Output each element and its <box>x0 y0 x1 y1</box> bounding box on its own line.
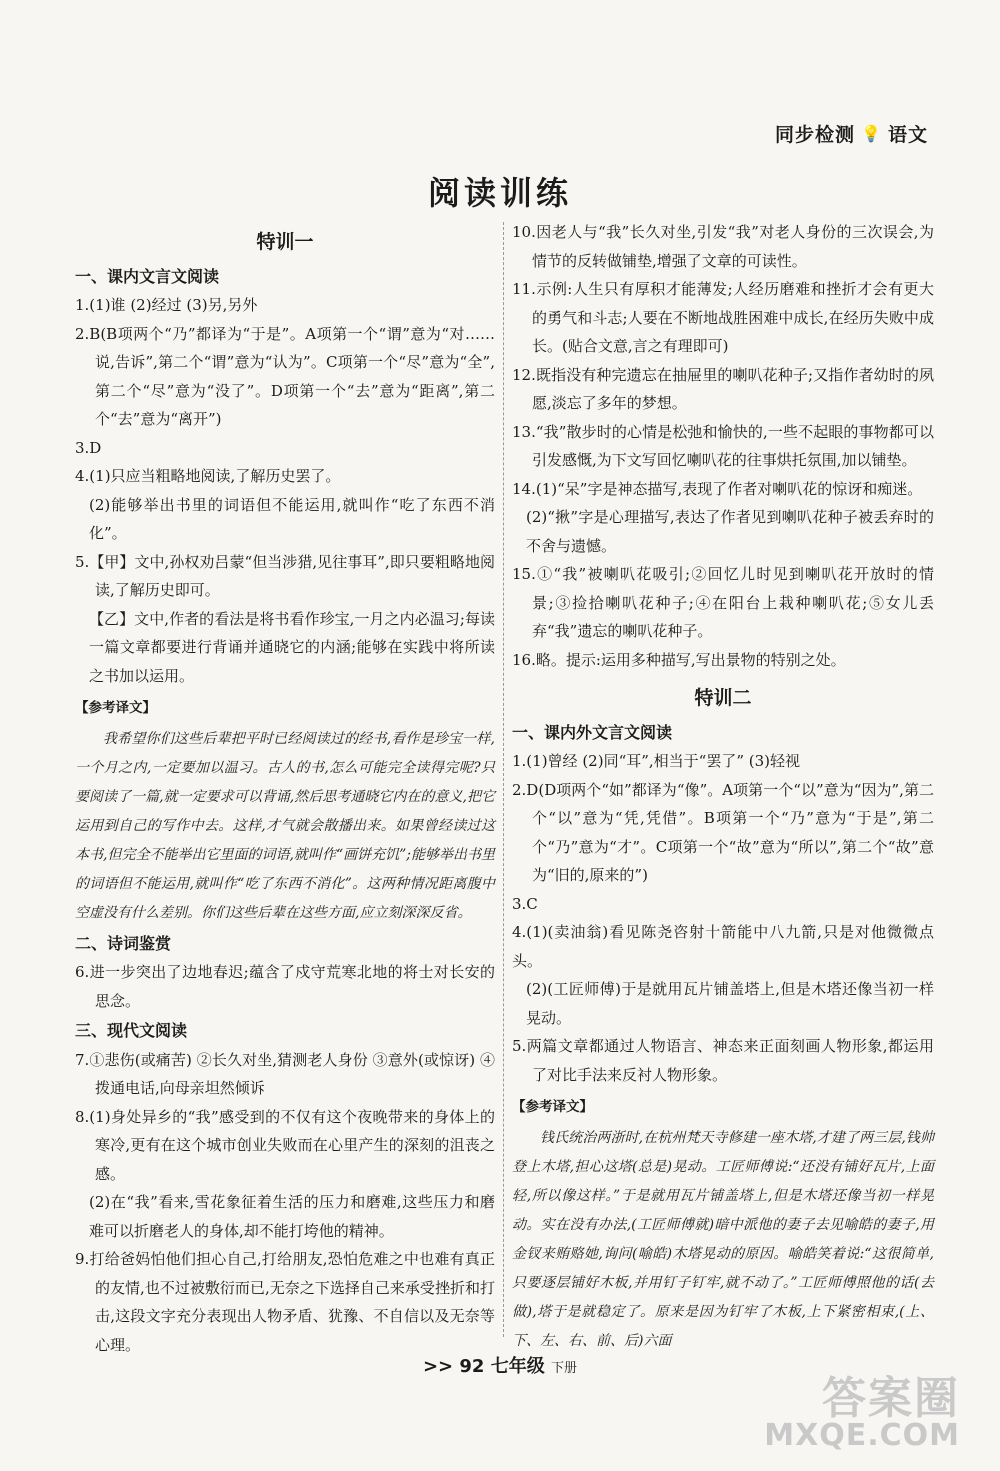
lightbulb-icon: 💡 <box>861 124 882 143</box>
footer-arrows-icon: >> <box>422 1356 454 1377</box>
answer-item: 1.(1)谁 (2)经过 (3)另,另外 <box>75 296 258 314</box>
answer-item: 13.“我”散步时的心情是松弛和愉快的,一些不起眼的事物都可以引发感慨,为下文写回忆喇叭花的往事烘托氛围,加以铺垫。 <box>512 422 934 469</box>
grade-label: 七年级 <box>490 1356 545 1377</box>
header-brand <box>775 120 928 147</box>
answer-item: 4.(1)(卖油翁)看见陈尧咨射十箭能中八九箭,只是对他微微点头。 <box>512 923 934 970</box>
answer-item: 8.(1)身处异乡的“我”感受到的不仅有这个夜晚带来的身体上的寒冷,更有在这个城市创业失败而在心里产生的深刻的沮丧之感。 <box>75 1107 495 1183</box>
answer-item: 3.D <box>75 438 102 457</box>
right-column <box>512 218 934 1349</box>
section-title-2: 特训二 <box>694 687 752 709</box>
reference-translation-label: 【参考译文】 <box>75 700 156 716</box>
subject-text: 语文 <box>887 124 928 146</box>
part-heading: 一、课内外文言文阅读 <box>512 722 673 742</box>
reference-translation: 钱氏统治两浙时,在杭州梵天寺修建一座木塔,才建了两三层,钱帅登上木塔,担心这塔(总是)晃动。工匠师傅说:“还没有铺好瓦片,上面轻,所以像这样。”于是就用瓦片铺盖塔上,但是木塔还像当初一样晃动。实在没有办法,(工匠师傅就)暗中派他的妻子去见喻皓的妻子,用金钗来贿赂她,询问(喻皓)木塔晃动的原因。喻皓笑着说:“这很简单,只要逐层铺好木板,并用钉子钉牢,就不动了。”工匠师傅照他的话(去做),塔于是就稳定了。原来是因为钉牢了木板,上下紧密相束,(上、下、左、右、前、后)六面 <box>512 1129 934 1349</box>
answer-item: 6.进一步突出了边地春迟;蕴含了戍守荒寒北地的将士对长安的思念。 <box>75 963 495 1010</box>
left-column <box>75 218 495 1354</box>
page-title: 阅读训练 <box>427 174 572 212</box>
answer-item: 9.打给爸妈怕他们担心自己,打给朋友,恐怕危难之中也难有真正的友情,也不过被敷衍而已,无奈之下选择自己来承受挫折和打击,这段文字充分表现出人物矛盾、犹豫、不自信以及无奈等心理。 <box>75 1250 495 1354</box>
answer-item: 5.两篇文章都通过人物语言、神态来正面刻画人物形象,都运用了对比手法来反衬人物形象。 <box>512 1037 934 1084</box>
page-number: 92 <box>459 1356 485 1377</box>
answer-item: 15.①“我”被喇叭花吸引;②回忆儿时见到喇叭花开放时的情景;③捡拾喇叭花种子;④在阳台上栽种喇叭花;⑤女儿丢弃“我”遗忘的喇叭花种子。 <box>512 565 934 640</box>
brand-text: 同步检测 <box>775 124 856 146</box>
answer-item: 5.【甲】文中,孙权劝吕蒙“但当涉猎,见往事耳”,即只要粗略地阅读,了解历史即可。 <box>75 552 495 599</box>
column-divider <box>503 222 504 1337</box>
section-title-1: 特训一 <box>256 231 314 253</box>
answer-item: (2)“揪”字是心理描写,表达了作者见到喇叭花种子被丢弃时的不舍与遗憾。 <box>526 508 934 555</box>
answer-item: 3.C <box>512 894 538 913</box>
part-heading: 一、课内文言文阅读 <box>75 266 220 286</box>
answer-item: 14.(1)“呆”字是神态描写,表现了作者对喇叭花的惊讶和痴迷。 <box>512 479 923 498</box>
answer-item: (2)(工匠师傅)于是就用瓦片铺盖塔上,但是木塔还像当初一样晃动。 <box>526 980 934 1027</box>
answer-item: 10.因老人与“我”长久对坐,引发“我”对老人身份的三次误会,为情节的反转做铺垫,增强了文章的可读性。 <box>512 223 934 270</box>
answer-item: (2)能够举出书里的词语但不能运用,就叫作“吃了东西不消化”。 <box>89 495 495 542</box>
reference-translation-label: 【参考译文】 <box>512 1099 593 1115</box>
answer-item: 2.B(B项两个“乃”都译为“于是”。A项第一个“谓”意为“对……说,告诉”,第二个“谓”意为“认为”。C项第一个“尽”意为“全”,第二个“尽”意为“没了”。D项第一个“去”意为“距离”,第二个“去”意为“离开”) <box>75 324 495 428</box>
answer-item: 7.①悲伤(或痛苦) ②长久对坐,猜测老人身份 ③意外(或惊讶) ④拨通电话,向母亲坦然倾诉 <box>75 1050 495 1097</box>
part-heading: 二、诗词鉴赏 <box>75 933 172 953</box>
answer-item: 2.D(D项两个“如”都译为“像”。A项第一个“以”意为“因为”,第二个“以”意为“凭,凭借”。B项第一个“乃”意为“于是”,第二个“乃”意为“才”。C项第一个“故”意为“所以”,第二个“故”意为“旧的,原来的”) <box>512 780 934 884</box>
watermark <box>764 1373 960 1453</box>
volume-label: 下册 <box>551 1361 578 1376</box>
answer-item: (2)在“我”看来,雪花象征着生活的压力和磨难,这些压力和磨难可以折磨老人的身体,却不能打垮他的精神。 <box>89 1193 495 1240</box>
watermark-url: MXQE.COM <box>764 1418 960 1453</box>
answer-item: 4.(1)只应当粗略地阅读,了解历史罢了。 <box>75 467 341 485</box>
answer-item: 11.示例:人生只有厚积才能薄发;人经历磨难和挫折才会有更大的勇气和斗志;人要在不断地战胜困难中成长,在经历失败中成长。(贴合文意,言之有理即可) <box>512 280 934 355</box>
answer-item: 【乙】文中,作者的看法是将书看作珍宝,一月之内必温习;每读一篇文章都要进行背诵并通晓它的内涵;能够在实践中将所读之书加以运用。 <box>89 609 495 685</box>
part-heading: 三、现代文阅读 <box>75 1021 188 1040</box>
watermark-logo-text: 答案圈 <box>822 1373 960 1424</box>
answer-item: 12.既指没有种完遗忘在抽屉里的喇叭花种子;又指作者幼时的夙愿,淡忘了多年的梦想。 <box>512 365 934 412</box>
answer-item: 16.略。提示:运用多种描写,写出景物的特别之处。 <box>512 650 846 669</box>
answer-item: 1.(1)曾经 (2)同“耳”,相当于“罢了” (3)轻视 <box>512 752 801 770</box>
reference-translation: 我希望你们这些后辈把平时已经阅读过的经书,看作是珍宝一样,一个月之内,一定要加以温习。古人的书,怎么可能完全读得完呢?只要阅读了一篇,就一定要求可以背诵,然后思考通晓它内在的意义,把它运用到自己的写作中去。这样,才气就会散播出来。如果曾经读过这本书,但完全不能举出它里面的词语,就叫作“画饼充饥”;能够举出书里的词语但不能运用,就叫作“吃了东西不消化”。这两种情况距离腹中空虚没有什么差别。你们这些后辈在这些方面,应立刻深深反省。 <box>75 730 495 921</box>
